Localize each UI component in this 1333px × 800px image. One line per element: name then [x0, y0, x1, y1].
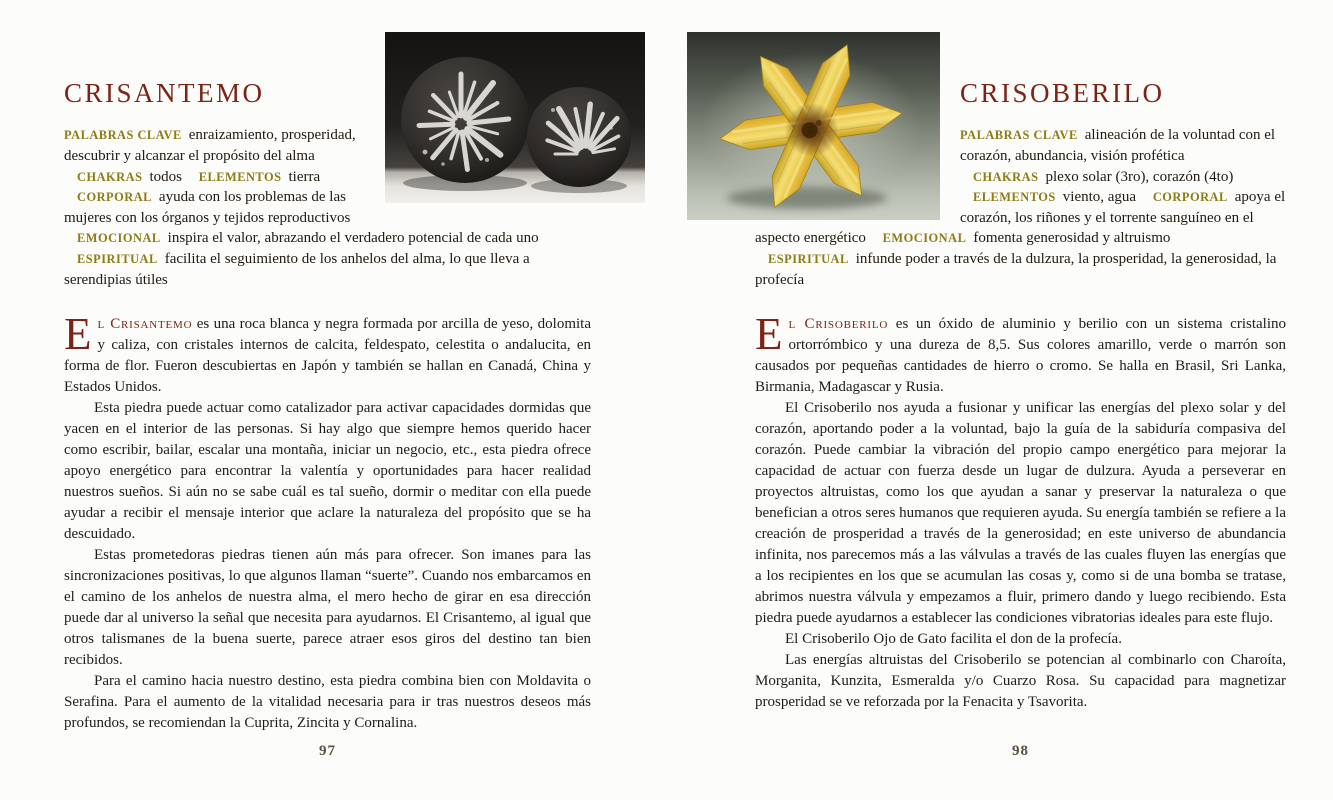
- keyword-entry: [64, 169, 182, 185]
- keyword-text: fomenta generosidad y altruismo: [973, 230, 1171, 247]
- body-paragraph: Las energías altruistas del Crisoberilo se potencian al combinarlo con Charoíta, Morganita, Kunzita, Esmeralda y/o Cuarzo Rosa. Su capacidad para magnetizar prosperidad se ve reforzada por la Fenacita y Tsavorita.: [755, 652, 1286, 711]
- keyword-text: viento, agua: [1062, 189, 1137, 206]
- keyword-text: plexo solar (3ro), corazón (4to): [1045, 168, 1234, 185]
- page-crisoberilo: [755, 30, 1286, 772]
- intro-paragraph: [755, 309, 1287, 398]
- body-paragraph: El Crisoberilo Ojo de Gato facilita el don de la profecía.: [785, 631, 1122, 648]
- body-paragraph: Estas prometedoras piedras tienen aún más para ofrecer. Son imanes para las sincronizaciones positivas, lo que algunos llaman “suerte”. Cuando nos embarcamos en el camino de los anhelos de nuestra alma, el mero hecho de girar en esa dirección puede dar al universo la señal que necesita para ayudarnos. El Crisantemo, al igual que otros talismanes de la buena suerte, parece atraer esos giros del destino tan bien recibidos.: [64, 547, 591, 669]
- page-title: CRISOBERILO: [960, 78, 1165, 108]
- keyword-label: CORPORAL: [1152, 190, 1228, 205]
- chrysoberyl-crystal-illustration: [687, 32, 940, 220]
- keyword-label: ESPIRITUAL: [768, 251, 849, 266]
- keyword-label: ESPIRITUAL: [77, 251, 158, 266]
- keyword-entry: [64, 251, 530, 288]
- dropcap: E: [64, 309, 92, 360]
- keyword-label: CHAKRAS: [973, 169, 1039, 184]
- keyword-entry: [755, 251, 1276, 288]
- intro-smallcaps: l Crisoberilo: [788, 316, 889, 333]
- page-crisantemo: [64, 30, 591, 772]
- body-paragraph: Para el camino hacia nuestro destino, esta piedra combina bien con Moldavita o Serafina. Para el aumento de la vitalidad necesaria para ir tras nuestros deseos más profundos, se recomiendan la Cuprita, Zincita y Cornalina.: [64, 673, 591, 732]
- body-text: [64, 309, 591, 734]
- intro-smallcaps: l Crisantemo: [97, 316, 193, 333]
- body-text: [755, 309, 1287, 713]
- intro-text: es una roca blanca y negra formada por arcilla de yeso, dolomita y caliza, con cristales internos de calcita, feldespato, celestita o andalucita, en forma de flor. Fueron descubiertas en Japón y también se hallan en Canadá, China y Estados Unidos.: [64, 316, 591, 396]
- keyword-label: PALABRAS CLAVE: [960, 128, 1078, 143]
- keyword-text: inspira el valor, abrazando el verdadero potencial de cada uno: [167, 230, 539, 247]
- keyword-text: tierra: [288, 168, 321, 185]
- keyword-text: facilita el seguimiento de los anhelos del alma, lo que lleva a serendipias útiles: [64, 250, 530, 288]
- keyword-text: ayuda con los problemas de las mujeres con los órganos y tejidos reproductivos: [64, 189, 351, 226]
- keyword-text: alineación de la voluntad con el corazón, abundancia, visión profética: [960, 127, 1276, 164]
- keyword-label: CHAKRAS: [77, 169, 143, 184]
- page-title: CRISANTEMO: [64, 78, 265, 108]
- keyword-entry: [64, 189, 350, 226]
- keyword-text: infunde poder a través de la dulzura, la prosperidad, la generosidad, la profecía: [755, 250, 1277, 288]
- keyword-label: ELEMENTOS: [198, 169, 282, 184]
- keyword-entry: [870, 230, 1171, 246]
- keyword-text: apoya el corazón, los riñones y el torrente sanguíneo en el aspecto energético: [755, 189, 1286, 247]
- chrysanthemum-stone-photo: [385, 32, 645, 203]
- chrysoberyl-crystal-photo: [687, 32, 940, 220]
- keyword-entry: [960, 169, 1233, 185]
- body-paragraph: Esta piedra puede actuar como catalizador para activar capacidades dormidas que yacen en el interior de las personas. Si hay algo que siempre hemos querido hacer como escribir, bailar, escalar una montaña, iniciar un negocio, etc., esta piedra ofrece apoyo energético para encontrar la valentía y oportunidades para hacer realidad nuestros sueños. Si aún no se sabe cuál es tal sueño, dormir o meditar con ella puede ayudar a recibir el mensaje interior que aclare la naturaleza del propósito que se ha descuidado.: [64, 400, 591, 543]
- keyword-entry: [960, 189, 1136, 205]
- keyword-label: EMOCIONAL: [77, 231, 161, 246]
- intro-paragraph: [64, 309, 591, 398]
- intro-text: es un óxido de aluminio y berilio con un sistema cristalino ortorrómbico y una dureza de 8,5. Sus colores amarillo, verde o marrón son causados por pequeñas cantidades de hierro o cromo. Se halla en Brasil, Sri Lanka, Birmania, Madagascar y Rusia.: [755, 316, 1287, 396]
- keyword-entry: [64, 127, 356, 164]
- keyword-entry: [186, 169, 320, 185]
- keyword-entry: [64, 230, 539, 246]
- page-number: 97: [319, 743, 336, 759]
- keyword-text: todos: [149, 168, 182, 185]
- keyword-label: ELEMENTOS: [973, 190, 1056, 205]
- keyword-entry: [960, 127, 1275, 164]
- keyword-label: PALABRAS CLAVE: [64, 128, 182, 143]
- body-paragraph: El Crisoberilo nos ayuda a fusionar y unificar las energías del plexo solar y del corazón, aportando poder a la voluntad, bajo la guía de la sabiduría compasiva del corazón. Puede cambiar la vibración del propio campo energético para mejorar la capacidad de actuar con fuerza desde un lugar de dulzura. Ayuda a perseverar en proyectos altruistas, como los que ayudan a sanar y preservar la naturaleza o que benefician a otros seres humanos que requieren ayuda. Su energía también se refiere a la creación de prosperidad a través de la generosidad; en este universo de abundancia infinita, nos parecemos más a las válvulas a través de las cuales fluyen las energías que a los recipientes en los que se acumulan las cosas y, como si de una bomba se tratase, abrimos nuestra válvula y empezamos a fluir, primero dando y luego recibiendo. Esta piedra puede ayudarnos a establecer las condiciones vibratorias ideales para este flujo.: [755, 400, 1286, 627]
- chrysanthemum-stones-illustration: [385, 32, 645, 203]
- keyword-label: EMOCIONAL: [882, 231, 967, 246]
- dropcap: E: [755, 309, 783, 360]
- keyword-label: CORPORAL: [77, 190, 152, 205]
- keyword-text: enraizamiento, prosperidad, descubrir y alcanzar el propósito del alma: [64, 127, 356, 164]
- page-number: 98: [1012, 743, 1029, 759]
